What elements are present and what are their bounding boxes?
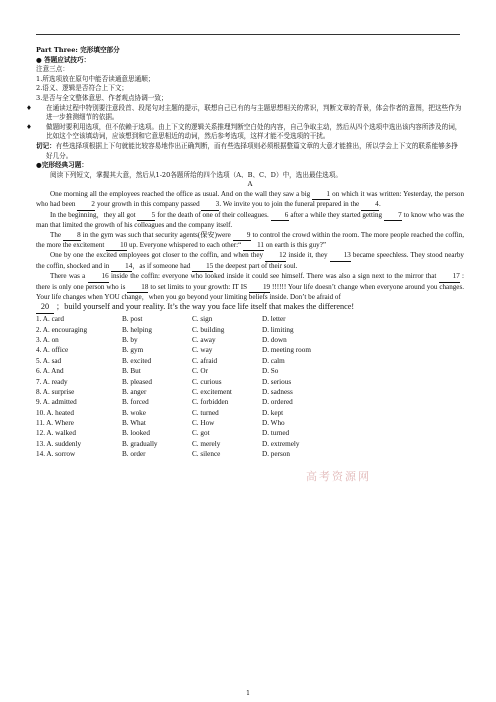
option-row-2 [36,325,464,335]
option-row-12 [36,429,464,439]
option-3-A: 3. A. on [36,335,59,344]
option-3-B: B. by [122,335,138,344]
option-row-5 [36,356,464,366]
diamond-point-1: ♦ 在通读过程中特别要注意段首、段尾句对主题的提示，联想自己已有的与主题思想相关的常识，判断文章的背景，体会作者的意图，把这些作为进一步推测细节的依据。 [26,103,462,122]
option-10-D: D. kept [262,408,284,417]
classic-exercise-heading: ●完形经典习题： [36,161,88,170]
option-row-1 [36,315,464,325]
option-row-8 [36,388,464,398]
option-9-C: C. forbidden [192,398,229,407]
option-7-A: 7. A. ready [36,377,68,386]
option-11-D: D. Who [262,419,285,428]
option-14-B: B. order [122,450,146,459]
passage-paragraph-1: One morning all the employees reached the office as usual. And on the wall they saw a big 1 on which it was written: Yesterday, the person who had been 2 your growth in this company passed 3. We invite you to join the funeral prepared in the 4. [36,190,464,211]
option-3-D: D. down [262,335,287,344]
option-5-C: C. afraid [192,356,218,365]
option-9-A: 9. A. admitted [36,398,77,407]
option-8-A: 8. A. surprise [36,387,75,396]
option-2-A: 2. A. encouraging [36,325,88,334]
option-13-D: D. extremely [262,439,300,448]
instructions: 阅读下列短文，掌握其大意，然后从1-20各题所给的四个选项（A、B、C、D）中，选出最佳选项。 [50,170,342,179]
option-row-14 [36,450,464,460]
option-12-D: D. turned [262,429,290,438]
option-4-D: D. meeting room [262,346,311,355]
header-rule [36,34,460,35]
passage-paragraph-5b: 20 ；build yourself and your reality. It’s the way you face life itself that makes the difference! [36,302,464,313]
option-9-B: B. forced [122,398,149,407]
option-2-C: C. building [192,325,225,334]
option-14-A: 14. A. sorrow [36,450,76,459]
option-6-A: 6. A. And [36,367,64,376]
option-row-7 [36,377,464,387]
answer-options [36,315,464,460]
option-6-D: D. So [262,367,279,376]
passage-paragraph-4: One by one the excited employees got closer to the coffin, and when they 12 inside it, they 13 became speechless. They stood nearby the coffin, shocked and in 14，as if someone had 15 the deepest part of their soul. [36,251,464,272]
option-row-13 [36,439,464,449]
option-6-B: B. But [122,367,141,376]
option-1-A: 1. A. card [36,315,64,324]
option-5-A: 5. A. sad [36,356,62,365]
passage-label: A [247,180,253,189]
option-5-D: D. calm [262,356,285,365]
option-4-C: C. way [192,346,213,355]
option-8-D: D. sadness [262,387,293,396]
page-number: 1 [246,690,250,697]
option-13-B: B. gradually [122,439,158,448]
option-12-B: B. looked [122,429,150,438]
option-11-C: C. How [192,419,215,428]
option-7-D: D. serious [262,377,292,386]
section-title: Part Three: 完形填空部分 [36,46,120,54]
option-row-10 [36,408,464,418]
passage-paragraph-2: In the beginning，they all got 5 for the death of one of their colleagues. 6 after a while they started getting 7 to know who was the man that limited the growth of his colleagues and the company itself. [36,210,464,230]
option-9-D: D. ordered [262,398,293,407]
option-1-C: C. sign [192,315,213,324]
note-3: 3.是否与全文整体意思、作者观点协调一致； [36,93,168,102]
option-2-D: D. limiting [262,325,294,334]
option-12-C: C. got [192,429,210,438]
option-13-C: C. merely [192,439,221,448]
notes-label: 注意三点： [36,65,69,74]
option-row-6 [36,367,464,377]
option-7-C: C. curious [192,377,222,386]
passage-paragraph-3: The 8 in the gym was such that security agents(保安)were 9 to control the crowd within the room. The more people reached the coffin, the more the excitement 10 up. Everyone whispered to each other:“ 11 on earth is this guy?” [36,231,464,252]
option-row-3 [36,336,464,346]
option-11-B: B. What [122,419,146,428]
option-8-C: C. excitement [192,387,232,396]
passage-paragraph-5a: There was a 16 inside the coffin: everyone who looked inside it could see himself. There was also a sign next to the mirror that 17 : there is only one person who is 18 to set limits to your growth: IT IS 19 !!!!!! Your life doesn’t change when everyone around you changes. Your life changes when YOU change，when you go beyond your limiting beliefs inside. Don’t be afraid of [36,272,465,301]
option-row-11 [36,419,464,429]
option-10-A: 10. A. heated [36,408,74,417]
option-5-B: B. excited [122,356,152,365]
option-14-D: D. person [262,450,290,459]
option-10-C: C. turned [192,408,219,417]
option-10-B: B. woke [122,408,146,417]
option-14-C: C. silence [192,450,221,459]
option-1-D: D. letter [262,315,286,324]
option-13-A: 13. A. suddenly [36,439,82,448]
option-6-C: C. Or [192,367,208,376]
option-4-A: 4. A. office [36,346,69,355]
option-4-B: B. gym [122,346,144,355]
option-2-B: B. helping [122,325,152,334]
note-2: 2.语义、逻辑是否符合上下文； [36,84,129,93]
diamond-point-2: ♦ 做题时要利用选项，但不依赖于选项。由上下文的逻辑关系推理判断空白处的内容，自己争取主动，然后从四个选项中选出该内容所涉及的词，比如这个空该填动词，应该想到和它意思相近的动词，然后参考选项，这样才能不受选项的干扰。 [26,122,462,141]
option-row-9 [36,398,464,408]
tips-heading: ● 答题应试技巧： [36,55,91,64]
option-1-B: B. post [122,315,143,324]
remember-note: 切记：有些选择项根据上下句就能比较容易地作出正确判断，而有些选择项则必须根据整篇文章的大意才能推出，所以学会上下文的联系能够多挣好几分。 [36,141,458,160]
option-8-B: B. anger [122,387,147,396]
option-7-B: B. pleased [122,377,152,386]
note-1: 1.所选项放在原句中能否读通意思通顺； [36,74,155,83]
document-body [26,46,465,460]
option-row-4 [36,346,464,356]
option-12-A: 12. A. walked [36,429,76,438]
option-11-A: 11. A. Where [36,419,74,428]
watermark-stamp: 高考资源网 [306,470,371,483]
option-3-C: C. away [192,335,216,344]
